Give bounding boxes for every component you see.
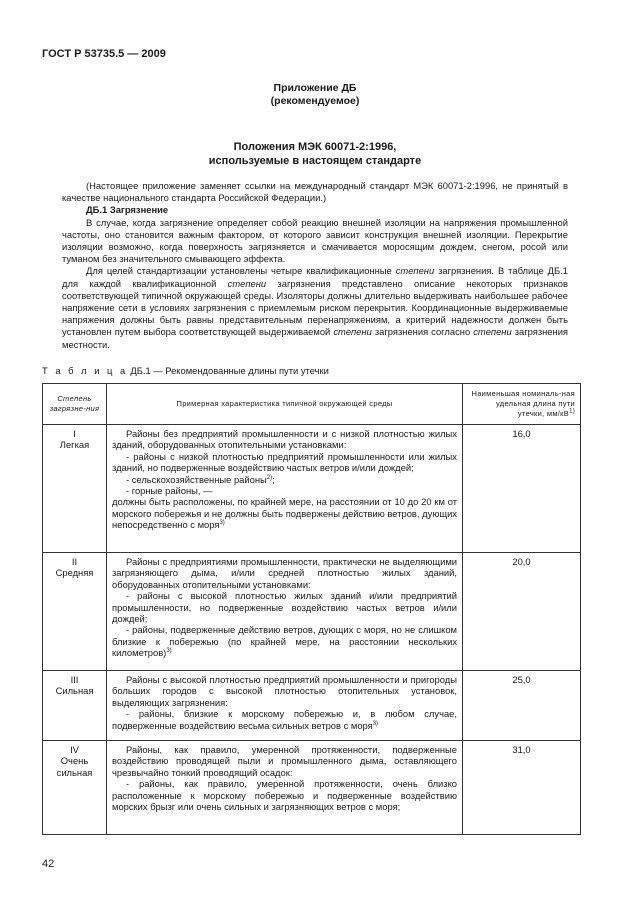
description-line	[112, 474, 457, 485]
description-text: должны быть расположены, по крайней мере, на расстоянии от 10 до 20 км от морского побережья и не должны быть подвержены действию ветров, дующих непосредственно с моря	[112, 496, 457, 531]
emphasis-term: степени	[473, 326, 512, 338]
degree-name: Легкая	[59, 439, 90, 451]
table-caption-text: ДБ.1 — Рекомендованные длины пути утечки	[127, 365, 329, 376]
length-value: 20,0	[463, 553, 581, 671]
degree-name: Очень сильная	[56, 755, 93, 778]
footnote-ref: 3)	[219, 520, 225, 527]
degree-number: I	[73, 428, 76, 439]
degree-name: Сильная	[55, 685, 94, 697]
table-row	[43, 741, 581, 835]
description-cell	[107, 553, 463, 671]
degree-number: IV	[70, 744, 79, 755]
degree-cell	[43, 741, 107, 835]
description-text: - сельскохозяйственные районы	[126, 473, 267, 485]
description-text: ;	[272, 473, 275, 485]
description-line	[112, 496, 457, 530]
page-number: 42	[42, 858, 55, 870]
description-line: - горные районы, —	[126, 485, 213, 497]
section-heading: ДБ.1 Загрязнение	[86, 204, 169, 216]
table-row	[43, 671, 581, 741]
length-value: 31,0	[463, 741, 581, 835]
header-length-text: Наименьшая номиналь-ная удельная длина пути утечки, мм/кВ	[471, 389, 575, 418]
main-title-line2: используемые в настоящем стандарте	[208, 155, 422, 167]
description-cell	[107, 425, 463, 553]
degree-cell	[43, 425, 107, 553]
paragraph-2-text: загрязнения. В таблице ДБ.1 для каждой квалификационной	[62, 265, 568, 289]
emphasis-term: степени	[333, 326, 372, 338]
paragraph-2-text: загрязнения представлено описание некоторых признаков соответствующей типичной окружающей среды. Изоляторы должны длительно выдерживать наибольшее рабочее напряжение сети в условиях загрязнения с приемлемым риском перекрытия. Координационные выдерживаемые напряжения должны быть равны представительным перенапряжениям, а критерий надежности должен быть установлен путем выбора соответствующей выдерживаемой	[62, 277, 568, 338]
degree-cell	[43, 671, 107, 741]
paragraph-2-text: загрязнения согласно	[371, 326, 474, 338]
description-text: - районы, подверженные действию ветров, дующих с моря, но не слишком близкие к побережью (по крайней мере, на расстоянии нескольких километров)	[112, 624, 457, 659]
table-caption	[42, 365, 329, 376]
description-text: - районы, близкие к морскому побережью и, в любом случае, подверженные воздействию весьма сильных ветров с моря	[112, 708, 457, 731]
degree-number: III	[70, 674, 79, 685]
description-line: Районы с предприятиями промышленности, практически не выделяющими загрязняющего дыма, и/или средней плотностью жилых зданий, оборудованных отопительными установками:	[112, 556, 457, 590]
page-bottom-mask	[0, 893, 630, 913]
description-line: Районы, как правило, умеренной протяженности, подверженные воздействию проводящей пыли и промышленного дыма, оставляющего чрезвычайно тонкий проводящий осадок:	[112, 744, 457, 778]
degree-number: II	[71, 556, 78, 567]
table-row	[43, 553, 581, 671]
description-line	[112, 624, 457, 658]
appendix-subtitle: (рекомендуемое)	[270, 95, 360, 107]
emphasis-term: степени	[395, 265, 435, 277]
description-line: Районы без предприятий промышленности и с низкой плотностью жилых зданий, оборудованных отопительными установками:	[112, 428, 457, 451]
header-description: Примерная характеристика типичной окружающей среды	[107, 384, 463, 425]
appendix-title: Приложение ДБ	[273, 82, 357, 94]
intro-paragraph: (Настоящее приложение заменяет ссылки на международный стандарт МЭК 60071-2:1996, не принятый в качестве национального стандарта Российской Федерации.)	[62, 180, 568, 204]
description-line: - районы с низкой плотностью предприятий промышленности или жилых зданий, но подверженные воздействию частых ветров и/или дождей;	[112, 450, 457, 474]
footnote-ref: 2)	[266, 474, 273, 481]
header-length-sup: 1)	[569, 408, 575, 415]
table-header-row	[43, 384, 581, 425]
document-header: ГОСТ Р 53735.5 — 2009	[42, 48, 166, 60]
description-cell	[107, 741, 463, 835]
paragraph-2-text: загрязнения местности.	[62, 326, 569, 350]
description-line: Районы с высокой плотностью предприятий промышленности и пригороды больших городов с высокой плотностью отопительных установок, выделяющих загрязнения:	[112, 674, 457, 708]
body-text	[62, 180, 568, 351]
header-degree: Степень загрязне-ния	[43, 384, 107, 425]
table-row	[43, 425, 581, 553]
description-line: - районы, как правило, умеренной протяженности, очень близко расположенные к морскому побережью и подверженные воздействию морских брызг или очень сильных и загрязняющих ветров с моря;	[112, 778, 457, 813]
main-title	[0, 140, 630, 168]
length-value: 16,0	[463, 425, 581, 553]
description-cell	[107, 671, 463, 741]
description-line	[112, 708, 457, 731]
paragraph-2	[62, 265, 568, 350]
paragraph-2-text: Для целей стандартизации установлены четыре квалификационные	[86, 265, 396, 277]
header-length	[463, 384, 581, 425]
degree-name: Средняя	[55, 567, 94, 579]
creepage-table	[42, 383, 581, 835]
main-title-line1: Положения МЭК 60071-2:1996,	[233, 141, 397, 153]
footnote-ref: 3)	[166, 648, 172, 655]
footnote-ref: 3)	[372, 720, 379, 727]
paragraph-1: В случае, когда загрязнение определяет собой реакцию внешней изоляции на напряжения промышленной частоты, оно становится важным фактором, от которого зависит конструкция внешней изоляции. Перекрытие изоляции возможно, когда поверхность загрязняется и смачивается моросящим дождем, снегом, росой или туманом без значительного смывающего эффекта.	[62, 216, 568, 265]
length-value: 25,0	[463, 671, 581, 741]
appendix-heading	[0, 82, 630, 108]
emphasis-term: степени	[227, 277, 267, 289]
description-line: - районы с высокой плотностью жилых зданий и/или предприятий промышленности, но подверженные воздействию частых ветров и/или дождей;	[112, 590, 457, 625]
table-caption-prefix: Т а б л и ц а	[42, 365, 128, 376]
degree-cell	[43, 553, 107, 671]
